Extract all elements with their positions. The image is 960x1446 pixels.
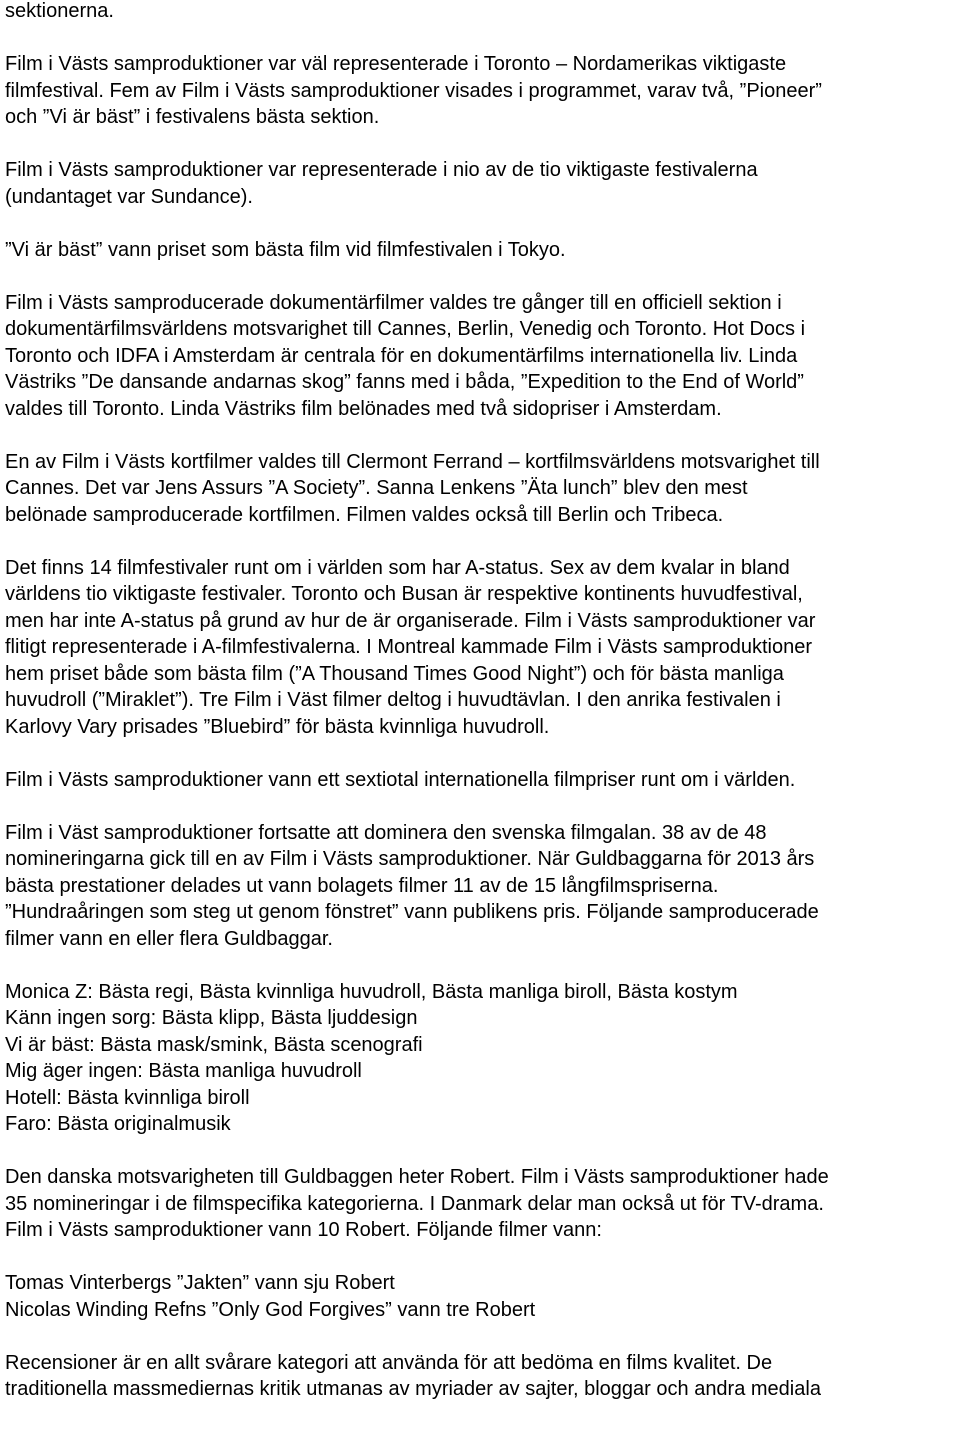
paragraph-festivals — [5, 157, 960, 210]
text-line: flitigt representerade i A-filmfestivalerna. I Montreal kammade Film i Västs samproduktioner — [5, 636, 812, 658]
paragraph-gap — [5, 1138, 960, 1165]
text-line: Den danska motsvarigheten till Guldbaggen heter Robert. Film i Västs samproduktioner hade — [5, 1166, 829, 1188]
text-line: 35 nomineringar i de filmspecifika kategorierna. I Danmark delar man också ut för TV-drama. — [5, 1192, 824, 1215]
document-page — [5, 0, 960, 1403]
list-item: Mig äger ingen: Bästa manliga huvudroll — [5, 1060, 362, 1082]
text-line: Cannes. Det var Jens Assurs ”A Society”. Sanna Lenkens ”Äta lunch” blev den mest — [5, 477, 748, 499]
text-line: Film i Västs samproduktioner var väl representerade i Toronto – Nordamerikas viktigaste — [5, 53, 787, 75]
paragraph-intl-prizes — [5, 767, 960, 794]
paragraph-gap — [5, 131, 960, 158]
text-line: filmfestival. Fem av Film i Västs samproduktioner visades i programmet, varav två, ”Pioneer” — [5, 79, 822, 102]
paragraph-gap — [5, 952, 960, 979]
text-line: och ”Vi är bäst” i festivalens bästa sektion. — [5, 106, 380, 128]
paragraph-gap — [5, 210, 960, 237]
paragraph-gap — [5, 263, 960, 290]
paragraph-gap — [5, 1323, 960, 1350]
list-item: Monica Z: Bästa regi, Bästa kvinnliga huvudroll, Bästa manliga biroll, Bästa kostym — [5, 980, 738, 1003]
text-line: Recensioner är en allt svårare kategori att använda för att bedöma en films kvalitet. De — [5, 1351, 773, 1374]
text-line: men har inte A-status på grund av hur de är organiserade. Film i Västs samproduktioner var — [5, 609, 816, 632]
paragraph-tokyo — [5, 237, 960, 264]
text-line: belönade samproducerade kortfilmen. Filmen valdes också till Berlin och Tribeca. — [5, 503, 724, 526]
paragraph-robert-winners — [5, 1270, 960, 1323]
text-line: (undantaget var Sundance). — [5, 185, 253, 208]
paragraph-toronto — [5, 51, 960, 131]
paragraph-robert — [5, 1164, 960, 1244]
text-line: nomineringarna gick till en av Film i Västs samproduktioner. När Guldbaggarna för 2013 års — [5, 848, 815, 870]
text-line: huvudroll (”Miraklet”). Tre Film i Väst filmer deltog i huvudtävlan. I den anrika festivalen i — [5, 689, 781, 711]
text-line: Film i Väst samproduktioner fortsatte att dominera den svenska filmgalan. 38 av de 48 — [5, 821, 767, 844]
paragraph-gap — [5, 740, 960, 767]
paragraph-short-films — [5, 449, 960, 529]
text-line: En av Film i Västs kortfilmer valdes till Clermont Ferrand – kortfilmsvärldens motsvarighet till — [5, 450, 820, 473]
text-line: hem priset både som bästa film (”A Thousand Times Good Night”) och för bästa manliga — [5, 662, 784, 685]
text-line: sektionerna. — [5, 0, 114, 22]
paragraph-section-end — [5, 0, 960, 25]
paragraph-gap — [5, 528, 960, 555]
text-line: dokumentärfilmsvärldens motsvarighet till Cannes, Berlin, Venedig och Toronto. Hot Docs i — [5, 318, 806, 340]
text-line: världens tio viktigaste festivaler. Toronto och Busan är respektive kontinents huvudfestival, — [5, 583, 803, 605]
paragraph-gap — [5, 25, 960, 52]
text-line: Film i Västs samproduktioner var representerade i nio av de tio viktigaste festivalerna — [5, 159, 758, 181]
text-line: Film i Västs samproduktioner vann ett sextiotal internationella filmpriser runt om i världen. — [5, 768, 796, 791]
text-line: Toronto och IDFA i Amsterdam är centrala för en dokumentärfilms internationella liv. Linda — [5, 344, 798, 367]
paragraph-gap — [5, 422, 960, 449]
text-line: Det finns 14 filmfestivaler runt om i världen som har A-status. Sex av dem kvalar in bland — [5, 556, 790, 579]
paragraph-a-status — [5, 555, 960, 741]
text-line: Film i Västs samproduktioner vann 10 Robert. Följande filmer vann: — [5, 1219, 602, 1241]
text-line: traditionella massmediernas kritik utmanas av myriader av sajter, bloggar och andra mediala — [5, 1378, 821, 1400]
list-item: Vi är bäst: Bästa mask/smink, Bästa scenografi — [5, 1033, 423, 1056]
text-line: valdes till Toronto. Linda Västriks film belönades med två sidopriser i Amsterdam. — [5, 397, 722, 420]
paragraph-documentaries — [5, 290, 960, 423]
list-item: Faro: Bästa originalmusik — [5, 1113, 231, 1135]
text-line: Västriks ”De dansande andarnas skog” fanns med i båda, ”Expedition to the End of World” — [5, 371, 804, 393]
text-line: bästa prestationer delades ut vann bolagets filmer 11 av de 15 långfilmspriserna. — [5, 874, 719, 897]
list-item: Tomas Vinterbergs ”Jakten” vann sju Robert — [5, 1272, 395, 1294]
text-line: filmer vann en eller flera Guldbaggar. — [5, 927, 333, 950]
paragraph-gap — [5, 1244, 960, 1271]
text-line: Film i Västs samproducerade dokumentärfilmer valdes tre gånger till en officiell sektion i — [5, 291, 782, 314]
paragraph-gap — [5, 793, 960, 820]
paragraph-guldbagge-winners — [5, 979, 960, 1138]
list-item: Känn ingen sorg: Bästa klipp, Bästa ljuddesign — [5, 1007, 418, 1029]
list-item: Nicolas Winding Refns ”Only God Forgives” vann tre Robert — [5, 1298, 536, 1321]
list-item: Hotell: Bästa kvinnliga biroll — [5, 1086, 250, 1109]
paragraph-guldbaggen — [5, 820, 960, 953]
text-line: ”Vi är bäst” vann priset som bästa film vid filmfestivalen i Tokyo. — [5, 238, 566, 261]
text-line: Karlovy Vary prisades ”Bluebird” för bästa kvinnliga huvudroll. — [5, 715, 550, 738]
paragraph-reviews — [5, 1350, 960, 1403]
text-line: ”Hundraåringen som steg ut genom fönstret” vann publikens pris. Följande samproducerade — [5, 901, 819, 923]
